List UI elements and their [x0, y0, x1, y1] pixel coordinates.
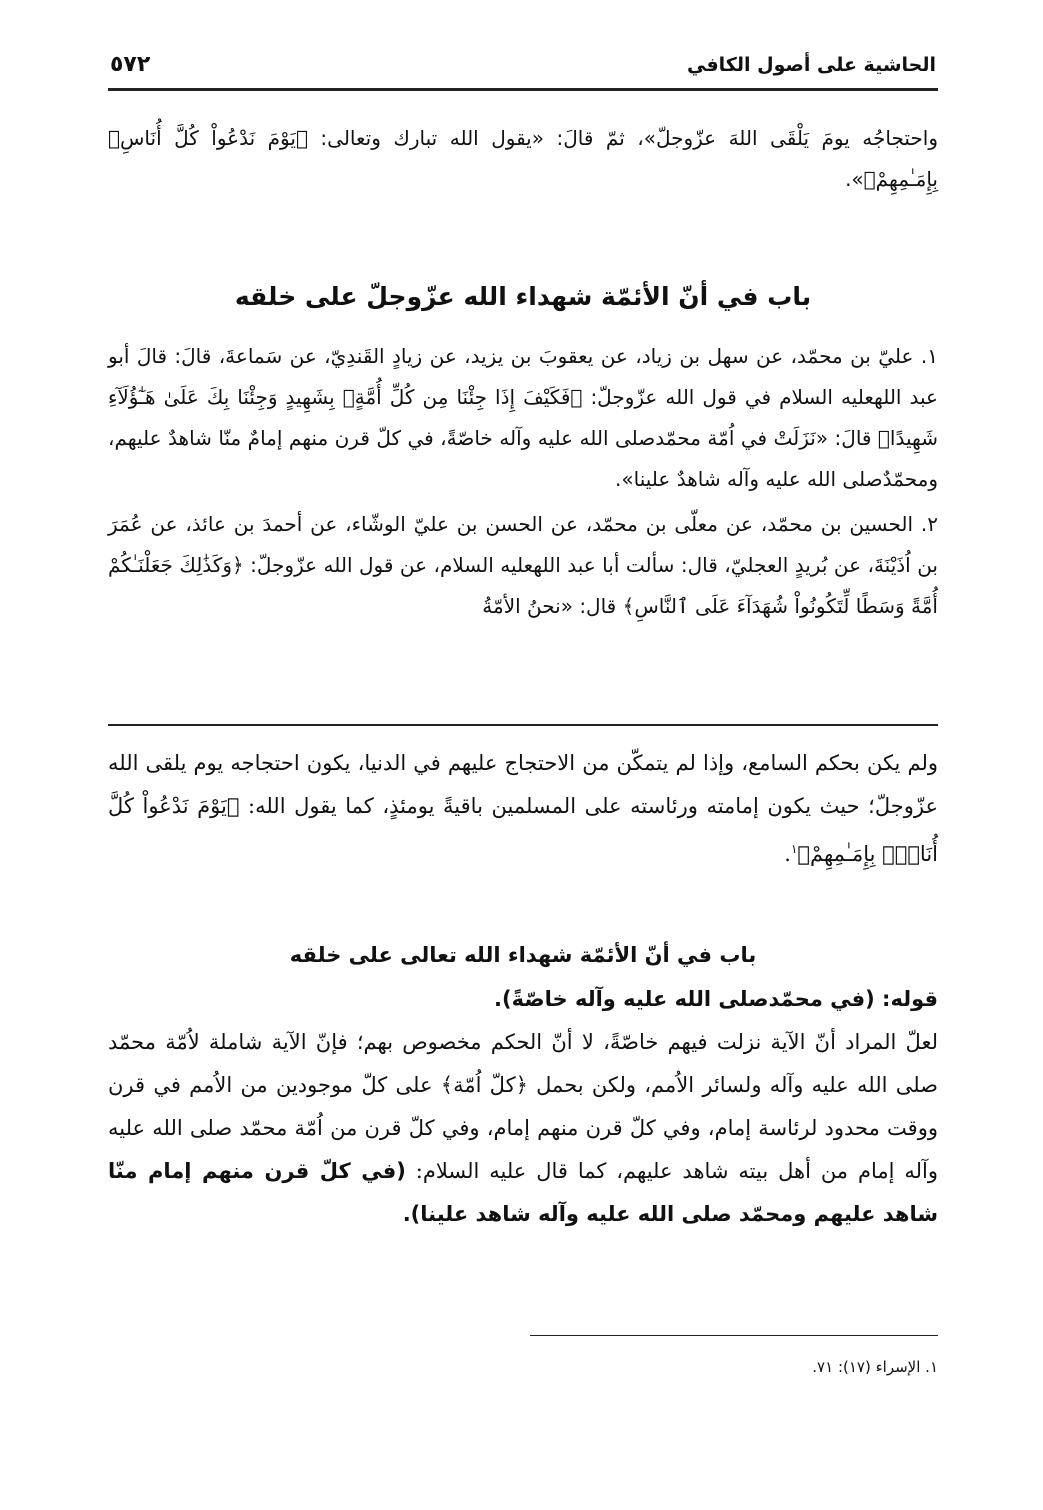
commentary-heading-box — [108, 934, 938, 977]
footnote: ١. الإسراء (١٧): ٧١. — [812, 1358, 938, 1376]
main-text-hadiths — [108, 336, 938, 627]
header-rule — [108, 88, 938, 91]
running-title: الحاشية على أصول الكافي — [686, 54, 936, 76]
qawluhu-lemma: قوله: (في محمّدصلى الله عليه وآله خاصّةً). — [494, 987, 938, 1011]
footnote-ref: ١ — [790, 842, 798, 856]
footnote-rule — [530, 1335, 938, 1336]
commentary-paragraph-2 — [108, 1021, 938, 1236]
commentary-heading: باب في أنّ الأئمّة شهداء الله تعالى على خلقه — [289, 943, 757, 967]
commentary-body — [108, 978, 938, 1236]
hadith-2: ٢. الحسين بن محمّد، عن معلّى بن محمّد، عن الحسن بن عليّ الوشّاء، عن أحمدَ بن عائذ، عن عُمَرَ بن اُذَيْنَةَ، عن بُريدٍ العجليّ، قال: سألت أبا عبد اللهعليه السلام، عن قول الله عزّوجلّ: ﴿وَكَذَٰلِكَ جَعَلْنَـٰكُمْ أُمَّةً وَسَطًا لِّتَكُونُواْ شُهَدَآءَ عَلَى ٱلنَّاسِ﴾ قال: «نحنُ الأمّةُ — [108, 512, 938, 618]
commentary-top — [108, 742, 938, 876]
hadith-1: ١. عليّ بن محمّد، عن سهل بن زياد، عن يعقوبَ بن يزيد، عن زيادٍ القَندِيّ، عن سَماعةَ، قالَ: قالَ أبو عبد اللهعليه السلام في قول الله عزّوجلّ: ﴿فَكَيْفَ إِذَا جِئْنَا مِن كُلِّ أُمَّةٍۭ بِشَهِيدٍ وَجِئْنَا بِكَ عَلَىٰ هَـٰٓؤُلَآءِ شَهِيدًا﴾ قالَ: «نَزَلَتْ في اُمّة محمّدصلى الله عليه وآله خاصّةً، في كلّ قرن منهم إمامٌ منّا شاهدٌ عليهم، ومحمّدٌصلى الله عليه وآله شاهدٌ علينا». — [108, 344, 938, 491]
commentary-paragraph-1 — [108, 742, 938, 876]
commentary-paragraph-2-text: لعلّ المراد أنّ الآية نزلت فيهم خاصّةً، لا أنّ الحكم مخصوص بهم؛ فإنّ الآية شاملة لاُمّة محمّد صلى الله عليه وآله ولسائر الاُمم، ولكن بحمل ﴿كلّ اُمّة﴾ على كلّ موجودين من الاُمم في قرن ووقت محدود لرئاسة إمام، وفي كلّ قرن منهم إمام، وفي كلّ قرن من اُمّة محمّد صلى الله عليه وآله إمام من أهل بيته شاهد عليهم، كما قال عليه السلام: — [108, 1030, 938, 1183]
intro-paragraph: واحتجاجُه يومَ يَلْقَى اللهَ عزّوجلّ»، ثمّ قالَ: «يقول الله تبارك وتعالى: ﴿يَوْمَ نَدْعُواْ كُلَّ أُنَاسِۢ بِإِمَـٰمِهِمْ﴾». — [108, 126, 938, 191]
text-commentary-separator — [108, 724, 938, 726]
commentary-paragraph-1-end: . — [784, 842, 791, 866]
page-number: ٥٧٢ — [110, 52, 151, 77]
chapter-heading: باب في أنّ الأئمّة شهداء الله عزّوجلّ على خلقه — [234, 282, 812, 311]
running-header — [110, 48, 936, 88]
main-text-top — [108, 118, 938, 200]
commentary-paragraph-1-text: ولم يكن بحكم السامع، وإذا لم يتمكّن من الاحتجاج عليهم في الدنيا، يكون احتجاجه يوم يلقى الله عزّوجلّ؛ حيث يكون إمامته ورئاسته على المسلمين باقيةً يومئذٍ، كما يقول الله: ﴿يَوْمَ نَدْعُواْ كُلَّ أُنَاسِۢ بِإِمَـٰمِهِمْ﴾ — [108, 751, 938, 866]
commentary-paragraph-2-quote: (في كلّ قرن منهم إمام منّا شاهد عليهم ومحمّد صلى الله عليه وآله شاهد علينا). — [108, 1159, 938, 1226]
